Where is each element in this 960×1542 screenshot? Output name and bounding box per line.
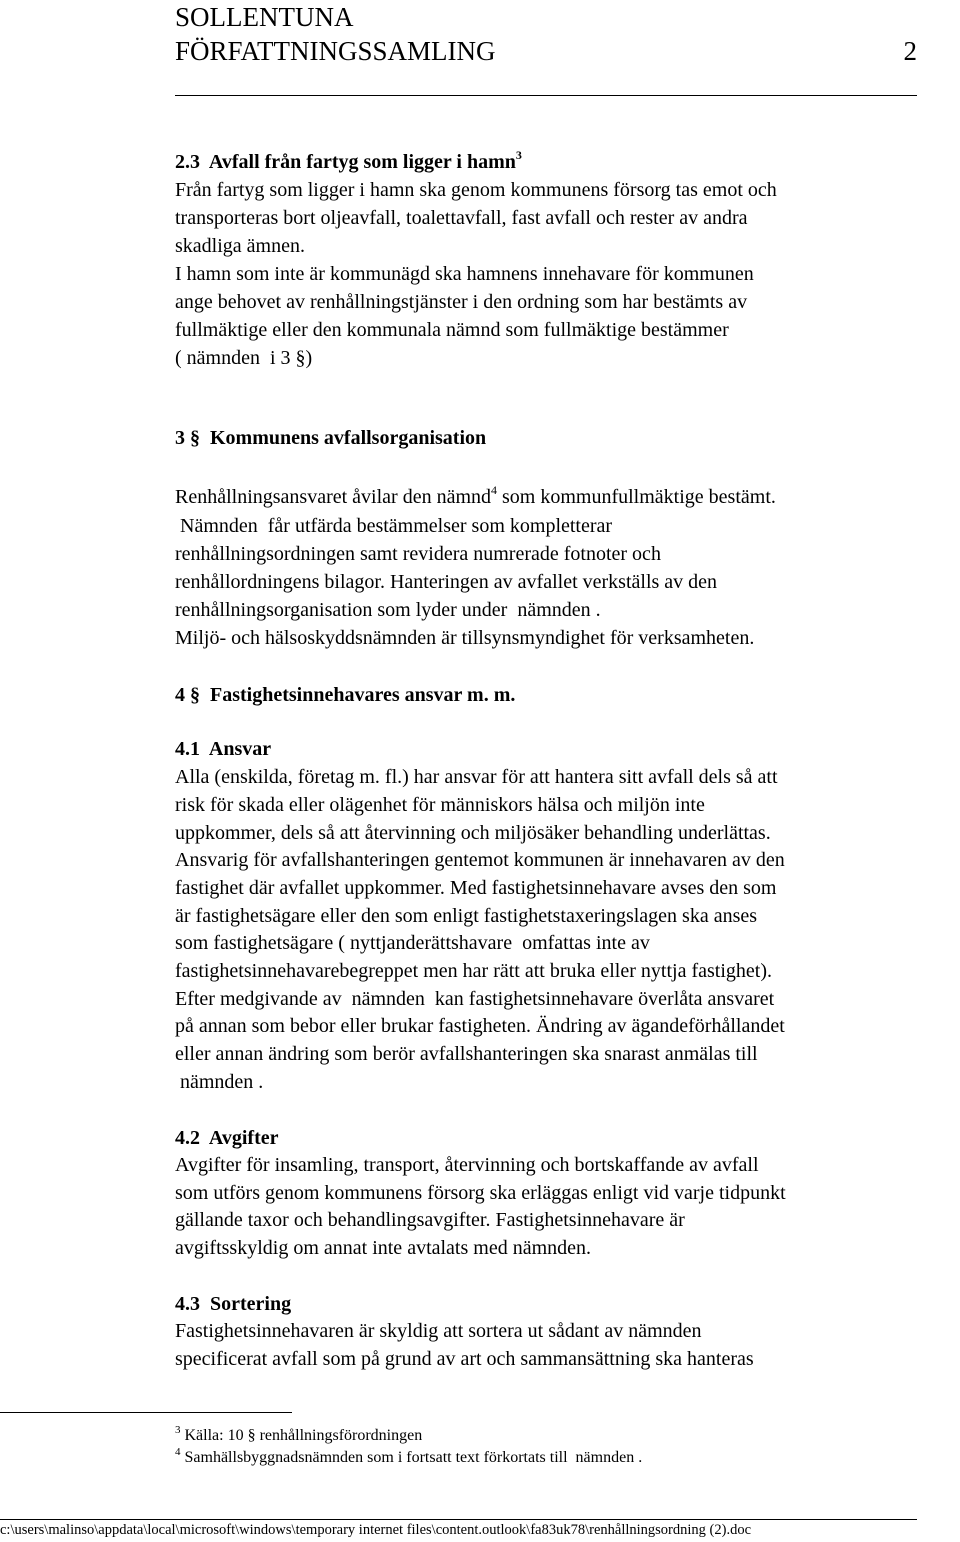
footnote-number: 4 [175, 1446, 181, 1458]
page-header [175, 0, 917, 96]
paragraph-line: fullmäktige eller den kommunala nämnd som fullmäktige bestämmer [175, 319, 729, 341]
title-line-2: FÖRFATTNINGSSAMLING [175, 36, 496, 66]
paragraph-line: transporteras bort oljeavfall, toalettavfall, fast avfall och rester av andra [175, 207, 748, 229]
paragraph-line: Alla (enskilda, företag m. fl.) har ansvar för att hantera sitt avfall dels så att [175, 766, 778, 788]
footnote-number: 3 [175, 1424, 181, 1436]
title-line-1: SOLLENTUNA [175, 2, 354, 32]
section-4-heading: 4 § Fastighetsinnehavares ansvar m. m. [175, 684, 516, 706]
paragraph-line: Nämnden får utfärda bestämmelser som kompletterar [175, 515, 613, 537]
paragraph-line: Fastighetsinnehavaren är skyldig att sortera ut sådant av nämnden [175, 1320, 702, 1342]
page-number: 2 [903, 36, 917, 66]
section-4-3-heading: 4.3 Sortering [175, 1293, 292, 1315]
paragraph-line: specificerat avfall som på grund av art och sammansättning ska hanteras [175, 1348, 754, 1370]
document-title [175, 0, 496, 68]
paragraph-line: är fastighetsägare eller den som enligt fastighetstaxeringslagen ska anses [175, 905, 758, 927]
paragraph-line: Avgifter för insamling, transport, återvinning och bortskaffande av avfall [175, 1154, 759, 1176]
footnote-ref: 4 [491, 483, 498, 497]
section-2-3-heading [175, 149, 522, 177]
paragraph-line: renhållningsorganisation som lyder under nämnden . [175, 599, 601, 621]
paragraph-line: fastighetsinnehavarebegreppet men har rätt att bruka eller nyttja fastighet). [175, 960, 772, 982]
footnote-3 [175, 1425, 422, 1447]
paragraph-line: uppkommer, dels så att återvinning och miljösäker behandling underlättas. [175, 822, 771, 844]
paragraph-line: eller annan ändring som berör avfallshanteringen ska snarast anmälas till [175, 1043, 758, 1065]
paragraph-line: Från fartyg som ligger i hamn ska genom kommunens försorg tas emot och [175, 179, 777, 201]
paragraph-line: ange behovet av renhållningstjänster i den ordning som har bestämts av [175, 291, 748, 313]
footnote-separator [0, 1412, 292, 1413]
footnote-text: Källa: 10 § renhållningsförordningen [180, 1427, 423, 1444]
paragraph-line: avgiftsskyldig om annat inte avtalats med nämnden. [175, 1237, 592, 1259]
paragraph-line [175, 484, 776, 512]
paragraph-line: Miljö- och hälsoskyddsnämnden är tillsynsmyndighet för verksamheten. [175, 627, 755, 649]
section-4-2-heading: 4.2 Avgifter [175, 1127, 279, 1149]
paragraph-line: ( nämnden i 3 §) [175, 347, 313, 369]
paragraph-line: renhållordningens bilagor. Hanteringen av avfallet verkställs av den [175, 571, 718, 593]
paragraph-line: fastighet där avfallet uppkommer. Med fastighetsinnehavare avses den som [175, 877, 777, 899]
footnote-4 [175, 1447, 642, 1469]
footer-separator [0, 1519, 917, 1520]
paragraph-line: på annan som bebor eller brukar fastigheten. Ändring av ägandeförhållandet [175, 1015, 785, 1037]
heading-text: 2.3 Avfall från fartyg som ligger i hamn [175, 151, 516, 173]
text-run: Renhållningsansvaret åvilar den nämnd [175, 486, 492, 508]
paragraph-line: nämnden . [175, 1071, 264, 1093]
paragraph-line: som fastighetsägare ( nyttjanderättshavare omfattas inte av [175, 932, 650, 954]
text-run: som kommunfullmäktige bestämt. [497, 486, 776, 508]
paragraph-line: renhållningsordningen samt revidera numrerade fotnoter och [175, 543, 661, 565]
paragraph-line: risk för skada eller olägenhet för människors hälsa och miljön inte [175, 794, 705, 816]
paragraph-line: gällande taxor och behandlingsavgifter. Fastighetsinnehavare är [175, 1209, 685, 1231]
footnote-ref: 3 [515, 148, 522, 162]
footnote-text: Samhällsbyggnadsnämnden som i fortsatt text förkortats till nämnden . [180, 1449, 643, 1466]
section-4-1-heading: 4.1 Ansvar [175, 738, 272, 760]
section-3-heading: 3 § Kommunens avfallsorganisation [175, 427, 487, 449]
paragraph-line: I hamn som inte är kommunägd ska hamnens innehavare för kommunen [175, 263, 754, 285]
paragraph-line: Efter medgivande av nämnden kan fastighetsinnehavare överlåta ansvaret [175, 988, 775, 1010]
paragraph-line: skadliga ämnen. [175, 235, 305, 257]
paragraph-line: som utförs genom kommunens försorg ska erläggas enligt vid varje tidpunkt [175, 1182, 786, 1204]
paragraph-line: Ansvarig för avfallshanteringen gentemot kommunen är innehavaren av den [175, 849, 785, 871]
file-path: c:\users\malinso\appdata\local\microsoft\windows\temporary internet files\content.outlook\fa83uk78\renhållningsordning (2).doc [0, 1522, 752, 1538]
